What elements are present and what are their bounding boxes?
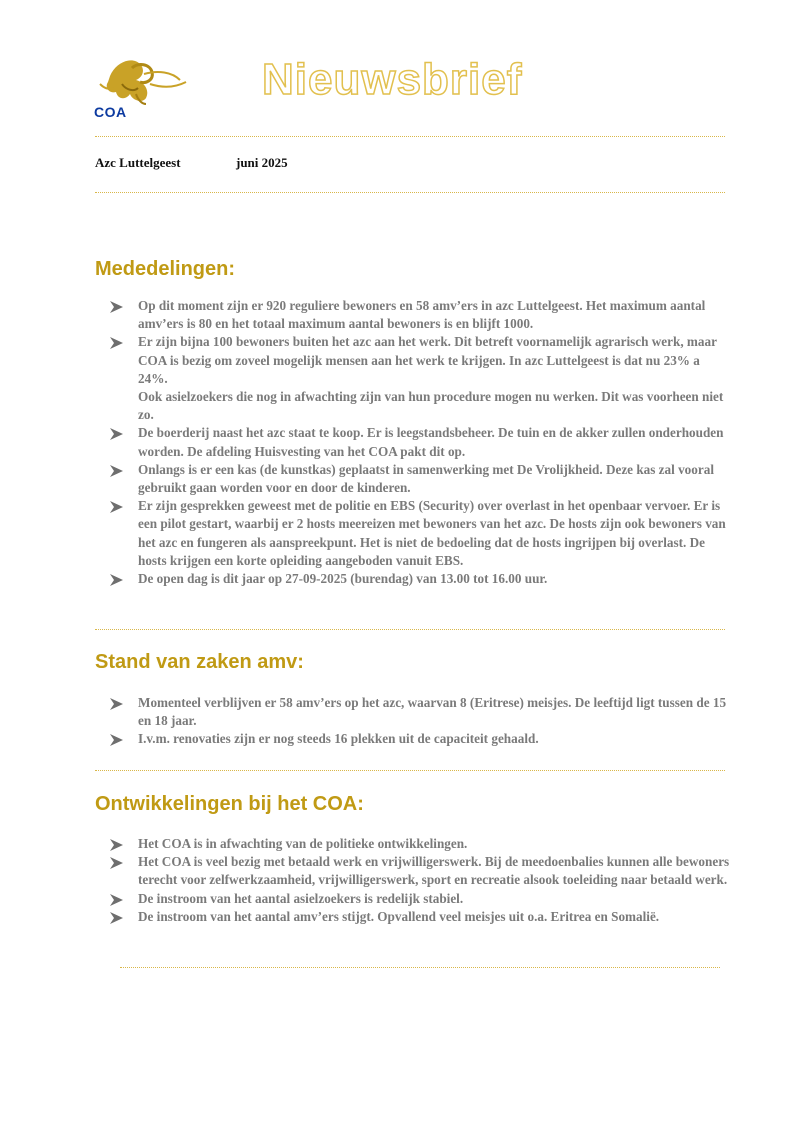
list-item bbox=[110, 297, 730, 333]
section-heading-stand-van-zaken: Stand van zaken amv: bbox=[95, 651, 304, 673]
arrow-bullet-icon bbox=[110, 697, 123, 709]
arrow-bullet-icon bbox=[110, 573, 123, 585]
newsletter-title: Nieuwsbrief bbox=[262, 55, 523, 104]
list-item-text: Het COA is veel bezig met betaald werk en vrijwilligerswerk. Bij de meedoenbalies kunnen alle bewoners terecht voor zelfwerkzaamheid, vrijwilligerswerk, sport en recreatie alsook toeleiding naar betaald werk. bbox=[138, 854, 730, 888]
logo-text: COA bbox=[94, 104, 127, 120]
divider bbox=[95, 629, 725, 630]
list-item-text: Ook asielzoekers die nog in afwachting zijn van hun procedure mogen nu werken. Dit was voorheen niet zo. bbox=[138, 389, 724, 423]
arrow-bullet-icon bbox=[110, 500, 123, 512]
arrow-bullet-icon bbox=[110, 856, 123, 868]
list-item bbox=[110, 497, 730, 570]
list-item bbox=[110, 890, 730, 908]
section-list-mededelingen bbox=[110, 297, 730, 588]
divider bbox=[95, 770, 725, 771]
arrow-bullet-icon bbox=[110, 336, 123, 348]
list-item bbox=[110, 835, 730, 853]
list-item-text: De instroom van het aantal amv’ers stijgt. Opvallend veel meisjes uit o.a. Eritrea en Somalië. bbox=[138, 908, 660, 924]
arrow-bullet-icon bbox=[110, 427, 123, 439]
list-item bbox=[110, 730, 730, 748]
location-label: Azc Luttelgeest bbox=[95, 155, 181, 170]
arrow-bullet-icon bbox=[110, 300, 123, 312]
list-item-text: Het COA is in afwachting van de politieke ontwikkelingen. bbox=[138, 836, 468, 851]
divider bbox=[120, 967, 720, 968]
section-heading-ontwikkelingen: Ontwikkelingen bij het COA: bbox=[95, 793, 364, 815]
list-item-text: Er zijn gesprekken geweest met de politie en EBS (Security) over overlast in het openbaar vervoer. Er is een pilot gestart, waarbij er 2 hosts meereizen met bewoners van het azc. De hosts zijn ook bewoners van het azc en fungeren als aanspreekpunt. Het is niet de bedoeling dat de hosts ingrijpen bij overlast. De hosts krijgen een korte opleiding aangeboden vanuit EBS. bbox=[138, 498, 726, 568]
list-item-text: I.v.m. renovaties zijn er nog steeds 16 plekken uit de capaciteit gehaald. bbox=[138, 731, 539, 747]
arrow-bullet-icon bbox=[110, 464, 123, 476]
section-list-stand-van-zaken bbox=[110, 694, 730, 749]
list-item-text: Momenteel verblijven er 58 amv’ers op het azc, waarvan 8 (Eritrese) meisjes. De leeftijd ligt tussen de 15 en 18 jaar. bbox=[138, 695, 727, 729]
list-item bbox=[110, 424, 730, 460]
list-item bbox=[110, 461, 730, 497]
arrow-bullet-icon bbox=[110, 733, 123, 745]
list-item-text: Op dit moment zijn er 920 reguliere bewoners en 58 amv’ers in azc Luttelgeest. Het maximum aantal amv’ers is 80 en het totaal maximum aantal bewoners is en blijft 1000. bbox=[138, 298, 706, 332]
list-item bbox=[110, 694, 730, 730]
list-item-text: Onlangs is er een kas (de kunstkas) geplaatst in samenwerking met De Vrolijkheid. Deze kas zal vooral gebruikt gaan worden voor en door de kinderen. bbox=[138, 461, 714, 496]
section-list-ontwikkelingen bbox=[110, 835, 730, 926]
divider bbox=[95, 136, 725, 137]
list-item bbox=[110, 853, 730, 889]
arrow-bullet-icon bbox=[110, 911, 123, 923]
coa-figure-icon bbox=[92, 54, 192, 106]
list-item-text: De boerderij naast het azc staat te koop. Er is leegstandsbeheer. De tuin en de akker zullen onderhouden worden. De afdeling Huisvesting van het COA pakt dit op. bbox=[138, 425, 724, 459]
list-item bbox=[110, 570, 730, 588]
list-item-text: Er zijn bijna 100 bewoners buiten het azc aan het werk. Dit betreft voornamelijk agrarisch werk, maar COA is bezig om zoveel mogelijk mensen aan het werk te krijgen. In azc Luttelgeest is dat nu 23% a 24%. bbox=[138, 334, 717, 386]
arrow-bullet-icon bbox=[110, 838, 123, 850]
divider bbox=[95, 192, 725, 193]
list-item-text: De open dag is dit jaar op 27-09-2025 (burendag) van 13.00 tot 16.00 uur. bbox=[138, 571, 548, 587]
list-item bbox=[110, 333, 730, 424]
section-heading-mededelingen: Mededelingen: bbox=[95, 258, 236, 280]
arrow-bullet-icon bbox=[110, 893, 123, 905]
list-item bbox=[110, 908, 730, 926]
list-item-text: De instroom van het aantal asielzoekers is redelijk stabiel. bbox=[138, 890, 464, 906]
date-label: juni 2025 bbox=[236, 155, 288, 170]
coa-logo bbox=[92, 54, 192, 124]
